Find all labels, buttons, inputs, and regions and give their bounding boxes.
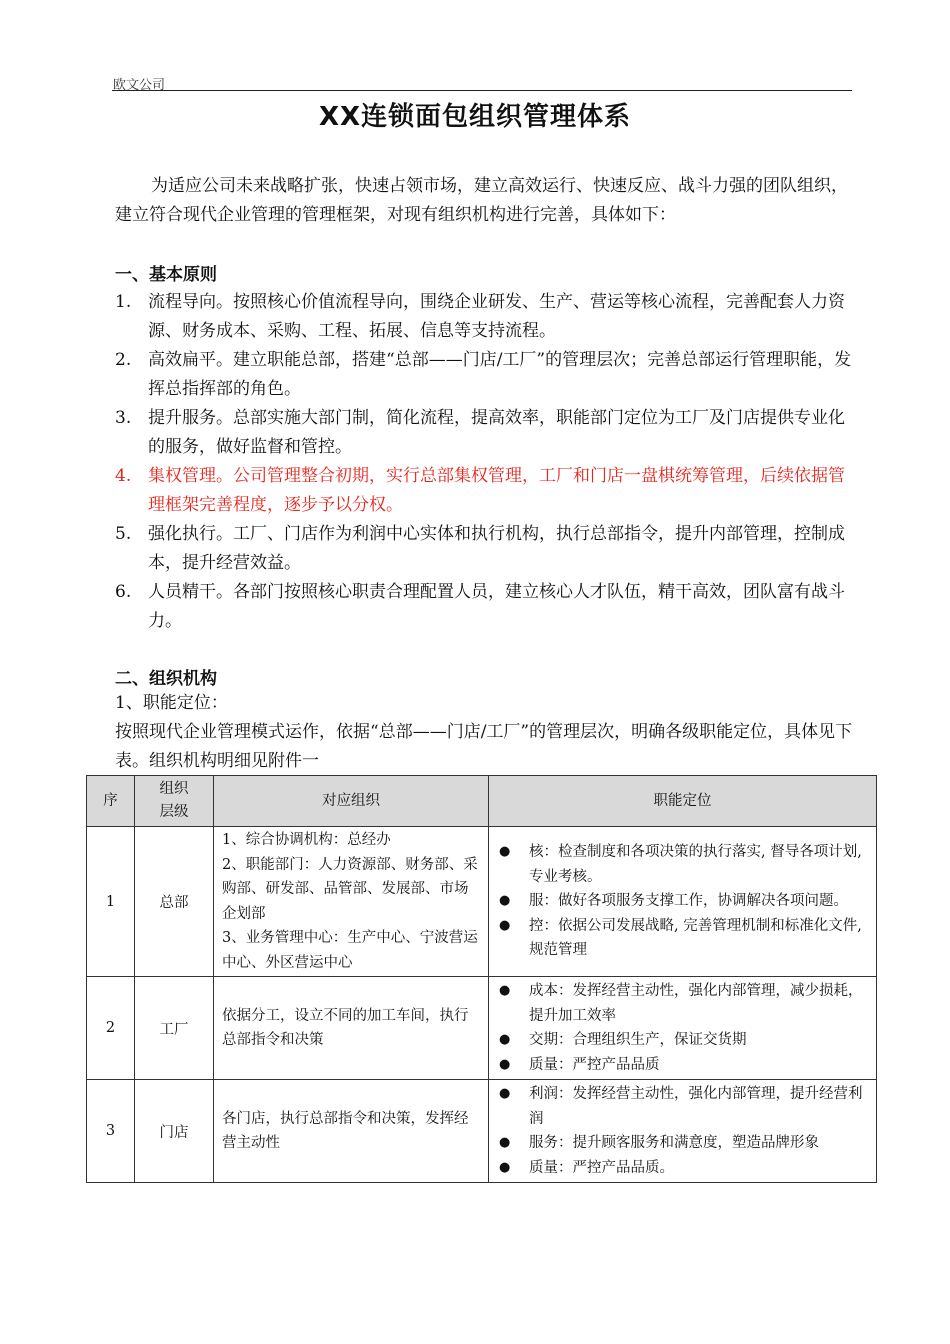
func-item: ● 成本：发挥经营主动性，强化内部管理，减少损耗，提升加工效率 [489,979,872,1028]
bullet-icon: ● [499,1159,511,1175]
principle-text: 流程导向。按照核心价值流程导向，围绕企业研发、生产、营运等核心流程，完善配套人力资源、财务成本、采购、工程、拓展、信息等支持流程。 [148,292,845,341]
cell-org [214,977,489,1080]
cell-seq: 2 [87,977,135,1080]
section2-description: 按照现代企业管理模式运作，依据“总部——门店/工厂”的管理层次，明确各级职能定位，具体见下表。组织机构明细见附件一 [115,722,853,771]
cell-func [489,827,877,977]
principle-item [115,578,857,636]
principle-item [115,288,857,346]
org-table [86,775,877,1183]
bullet-icon: ● [499,1032,511,1047]
principle-number: 2. [115,350,132,370]
principle-text: 提升服务。总部实施大部门制，简化流程，提高效率，职能部门定位为工厂及门店提供专业化的服务，做好监督和管控。 [148,408,845,457]
principle-text: 强化执行。工厂、门店作为利润中心实体和执行机构，执行总部指令，提升内部管理，控制成本，提升经营效益。 [148,524,845,573]
org-line: 依据分工，设立不同的加工车间，执行总部指令和决策 [222,1007,469,1048]
principle-number: 3. [115,408,132,428]
org-line: 各门店，执行总部指令和决策，发挥经营主动性 [222,1110,469,1151]
principle-number: 4. [115,466,132,486]
func-item: ● 质量：严控产品品质。 [489,1156,872,1181]
bullet-icon: ● [499,1086,511,1101]
func-item: ● 核：检查制度和各项决策的执行落实, 督导各项计划, 专业考核。 [489,840,872,889]
bullet-icon: ● [499,844,511,860]
header-org: 对应组织 [214,776,489,827]
section2-heading: 二、组织机构 [115,669,217,689]
header-level: 组织层级 [135,776,214,827]
principle-item [115,346,857,404]
cell-level: 总部 [135,827,214,977]
func-item: ● 利润：发挥经营主动性，强化内部管理，提升经营利润 [489,1082,872,1131]
section1-heading: 一、基本原则 [115,265,217,285]
table-row [87,1080,877,1183]
table-row [87,977,877,1080]
cell-level: 工厂 [135,977,214,1080]
cell-func [489,977,877,1080]
cell-org [214,827,489,977]
principle-text: 人员精干。各部门按照核心职责合理配置人员，建立核心人才队伍，精干高效，团队富有战斗力。 [148,582,845,631]
header-func: 职能定位 [489,776,877,827]
table-row [87,827,877,977]
bullet-icon: ● [499,893,511,909]
cell-level: 门店 [135,1080,214,1183]
org-line: 3、业务管理中心：生产中心、宁波营运中心、外区营运中心 [222,930,478,971]
principle-item-highlighted [115,462,857,520]
func-item: ● 服：做好各项服务支撑工作，协调解决各项问题。 [489,889,872,914]
principle-number: 5. [115,524,132,544]
func-item: ● 质量：严控产品品质 [489,1053,872,1078]
principles-list [115,288,857,636]
cell-seq: 1 [87,827,135,977]
intro-paragraph: 为适应公司未来战略扩张，快速占领市场，建立高效运行、快速反应、战斗力强的团队组织，建立符合现代企业管理的管理框架，对现有组织机构进行完善，具体如下： [115,176,848,225]
principle-item [115,520,857,578]
bullet-icon: ● [499,917,511,933]
bullet-icon: ● [499,1135,511,1150]
header-company: 欧文公司 [113,78,166,93]
func-item: ● 服务：提升顾客服务和满意度，塑造品牌形象 [489,1131,872,1156]
cell-org [214,1080,489,1183]
page-title: XX连锁面包组织管理体系 [318,102,632,132]
principle-number: 6. [115,582,132,602]
principle-number: 1. [115,292,132,312]
bullet-icon: ● [499,983,511,998]
cell-func [489,1080,877,1183]
func-item: ● 控：依据公司发展战略, 完善管理机制和标准化文件, 规范管理 [489,914,872,963]
bullet-icon: ● [499,1056,511,1072]
org-line: 2、职能部门：人力资源部、财务部、采购部、研发部、品管部、发展部、市场企划部 [222,856,478,922]
principle-text: 集权管理。公司管理整合初期，实行总部集权管理，工厂和门店一盘棋统筹管理，后续依据管理框架完善程度，逐步予以分权。 [148,466,845,515]
header-seq: 序 [87,776,135,827]
section2-subheading: 1、职能定位： [115,693,228,713]
func-item: ● 交期：合理组织生产，保证交货期 [489,1028,872,1053]
principle-item [115,404,857,462]
table-header-row [87,776,877,827]
principle-text: 高效扁平。建立职能总部，搭建“总部——门店/工厂”的管理层次；完善总部运行管理职能，发挥总指挥部的角色。 [148,350,852,399]
cell-seq: 3 [87,1080,135,1183]
org-line: 1、综合协调机构：总经办 [222,832,391,848]
header-rule [112,90,852,91]
